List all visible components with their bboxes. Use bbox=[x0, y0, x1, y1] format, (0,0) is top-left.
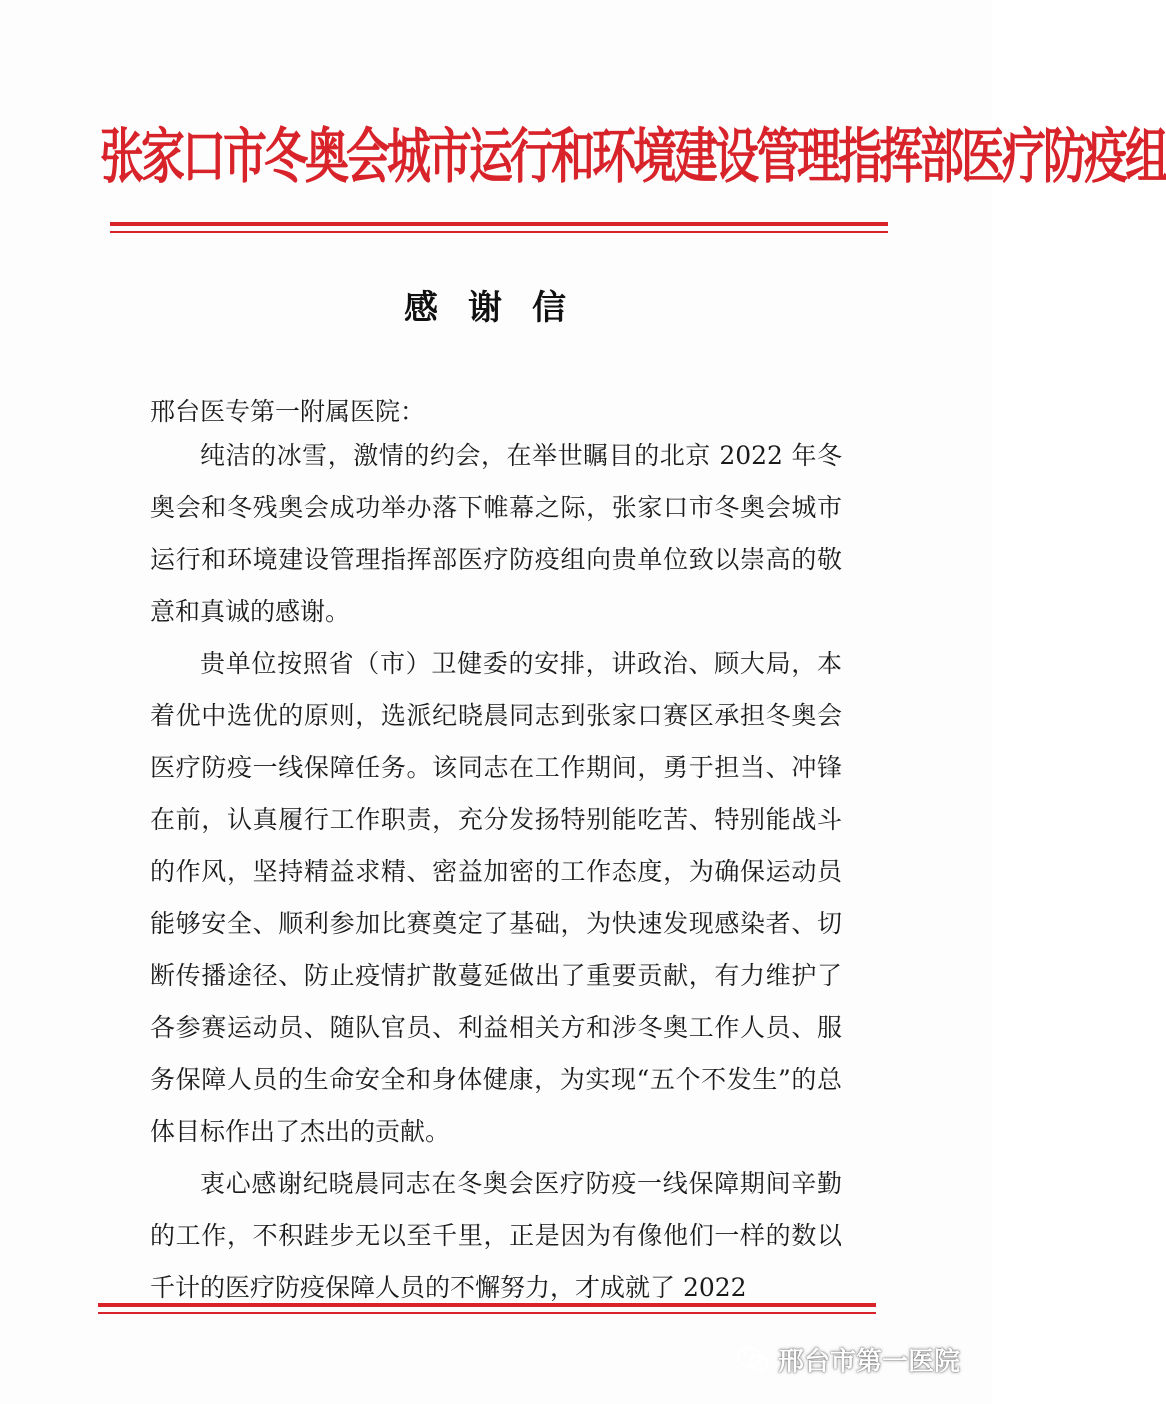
wechat-icon bbox=[736, 1345, 770, 1375]
footer-rule-thin bbox=[98, 1312, 876, 1314]
header-rule-thick bbox=[110, 222, 888, 226]
salutation: 邢台医专第一附属医院： bbox=[150, 397, 426, 426]
watermark-label: 邢台市第一医院 bbox=[777, 1347, 960, 1377]
header-rule-thin bbox=[110, 231, 888, 233]
footer-rule-thick bbox=[98, 1303, 876, 1307]
letter-body bbox=[150, 430, 842, 1314]
paragraph-2: 贵单位按照省（市）卫健委的安排，讲政治、顾大局，本着优中选优的原则，选派纪晓晨同志到张家口赛区承担冬奥会医疗防疫一线保障任务。该同志在工作期间，勇于担当、冲锋在前，认真履行工作职责，充分发扬特别能吃苦、特别能战斗的作风，坚持精益求精、密益加密的工作态度，为确保运动员能够安全、顺利参加比赛奠定了基础，为快速发现感染者、切断传播途径、防止疫情扩散蔓延做出了重要贡献，有力维护了各参赛运动员、随队官员、利益相关方和涉冬奥工作人员、服务保障人员的生命安全和身体健康，为实现“五个不发生”的总体目标作出了杰出的贡献。 bbox=[150, 649, 842, 1146]
letter-title: 感谢信 bbox=[404, 288, 596, 328]
masthead-title: 张家口市冬奥会城市运行和环境建设管理指挥部医疗防疫组 bbox=[100, 122, 1166, 192]
paragraph-3: 衷心感谢纪晓晨同志在冬奥会医疗防疫一线保障期间辛勤的工作，不积跬步无以至千里，正是因为有像他们一样的数以千计的医疗防疫保障人员的不懈努力，才成就了 2022 bbox=[150, 1169, 842, 1302]
paragraph-1: 纯洁的冰雪，激情的约会，在举世瞩目的北京 2022 年冬奥会和冬残奥会成功举办落下帷幕之际，张家口市冬奥会城市运行和环境建设管理指挥部医疗防疫组向贵单位致以崇高的敬意和真诚的感谢。 bbox=[150, 441, 842, 626]
source-watermark bbox=[736, 1341, 960, 1378]
